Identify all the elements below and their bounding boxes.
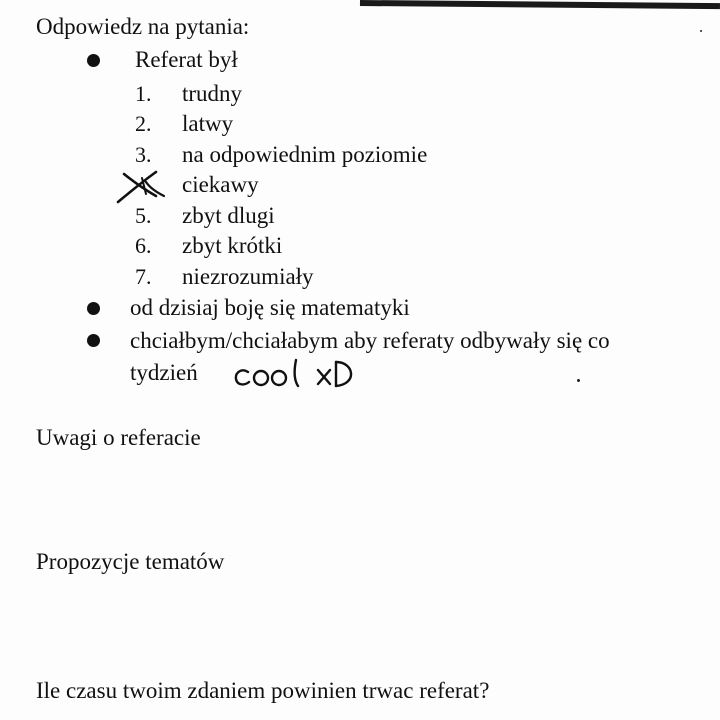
option-niezrozumialy[interactable]: niezrozumiały [182,264,314,289]
section-czas-referatu: Ile czasu twoim zdaniem powinien trwac referat? [36,678,490,703]
statement-referaty-line1[interactable]: chciałbym/chciałabym aby referaty odbywały się co [130,328,610,353]
bullet-dot [87,302,100,315]
handwritten-comment-text [232,356,362,392]
option-na-odpowiednim-poziomie[interactable]: na odpowiednim poziomie [182,142,428,167]
option-number: 3. [135,142,152,167]
option-number: 1. [135,81,152,106]
bullet-dot [87,54,100,67]
scan-speck [700,30,702,32]
bullet-dot [87,334,100,347]
option-number: 5. [135,203,152,228]
page-heading: Odpowiedz na pytania: [36,14,250,39]
option-number: 6. [135,233,152,258]
option-number: 7. [135,264,152,289]
option-trudny[interactable]: trudny [182,81,243,106]
option-ciekawy[interactable]: ciekawy [182,172,259,197]
section-propozycje-tematow: Propozycje tematów [36,549,225,574]
option-latwy[interactable]: latwy [182,111,234,136]
handwritten-x-mark [112,166,168,206]
statement-referaty-line2: tydzień [130,360,198,385]
statement-matematyka[interactable]: od dzisiaj boję się matematyki [130,295,410,320]
scan-edge-line [360,0,720,9]
option-zbyt-dlugi[interactable]: zbyt dlugi [182,203,275,228]
option-number: 2. [135,111,152,136]
option-zbyt-krotki[interactable]: zbyt krótki [182,233,283,258]
section-uwagi-o-referacie: Uwagi o referacie [36,425,201,450]
question-referat-label: Referat był [135,47,238,72]
scan-speck [577,379,580,382]
